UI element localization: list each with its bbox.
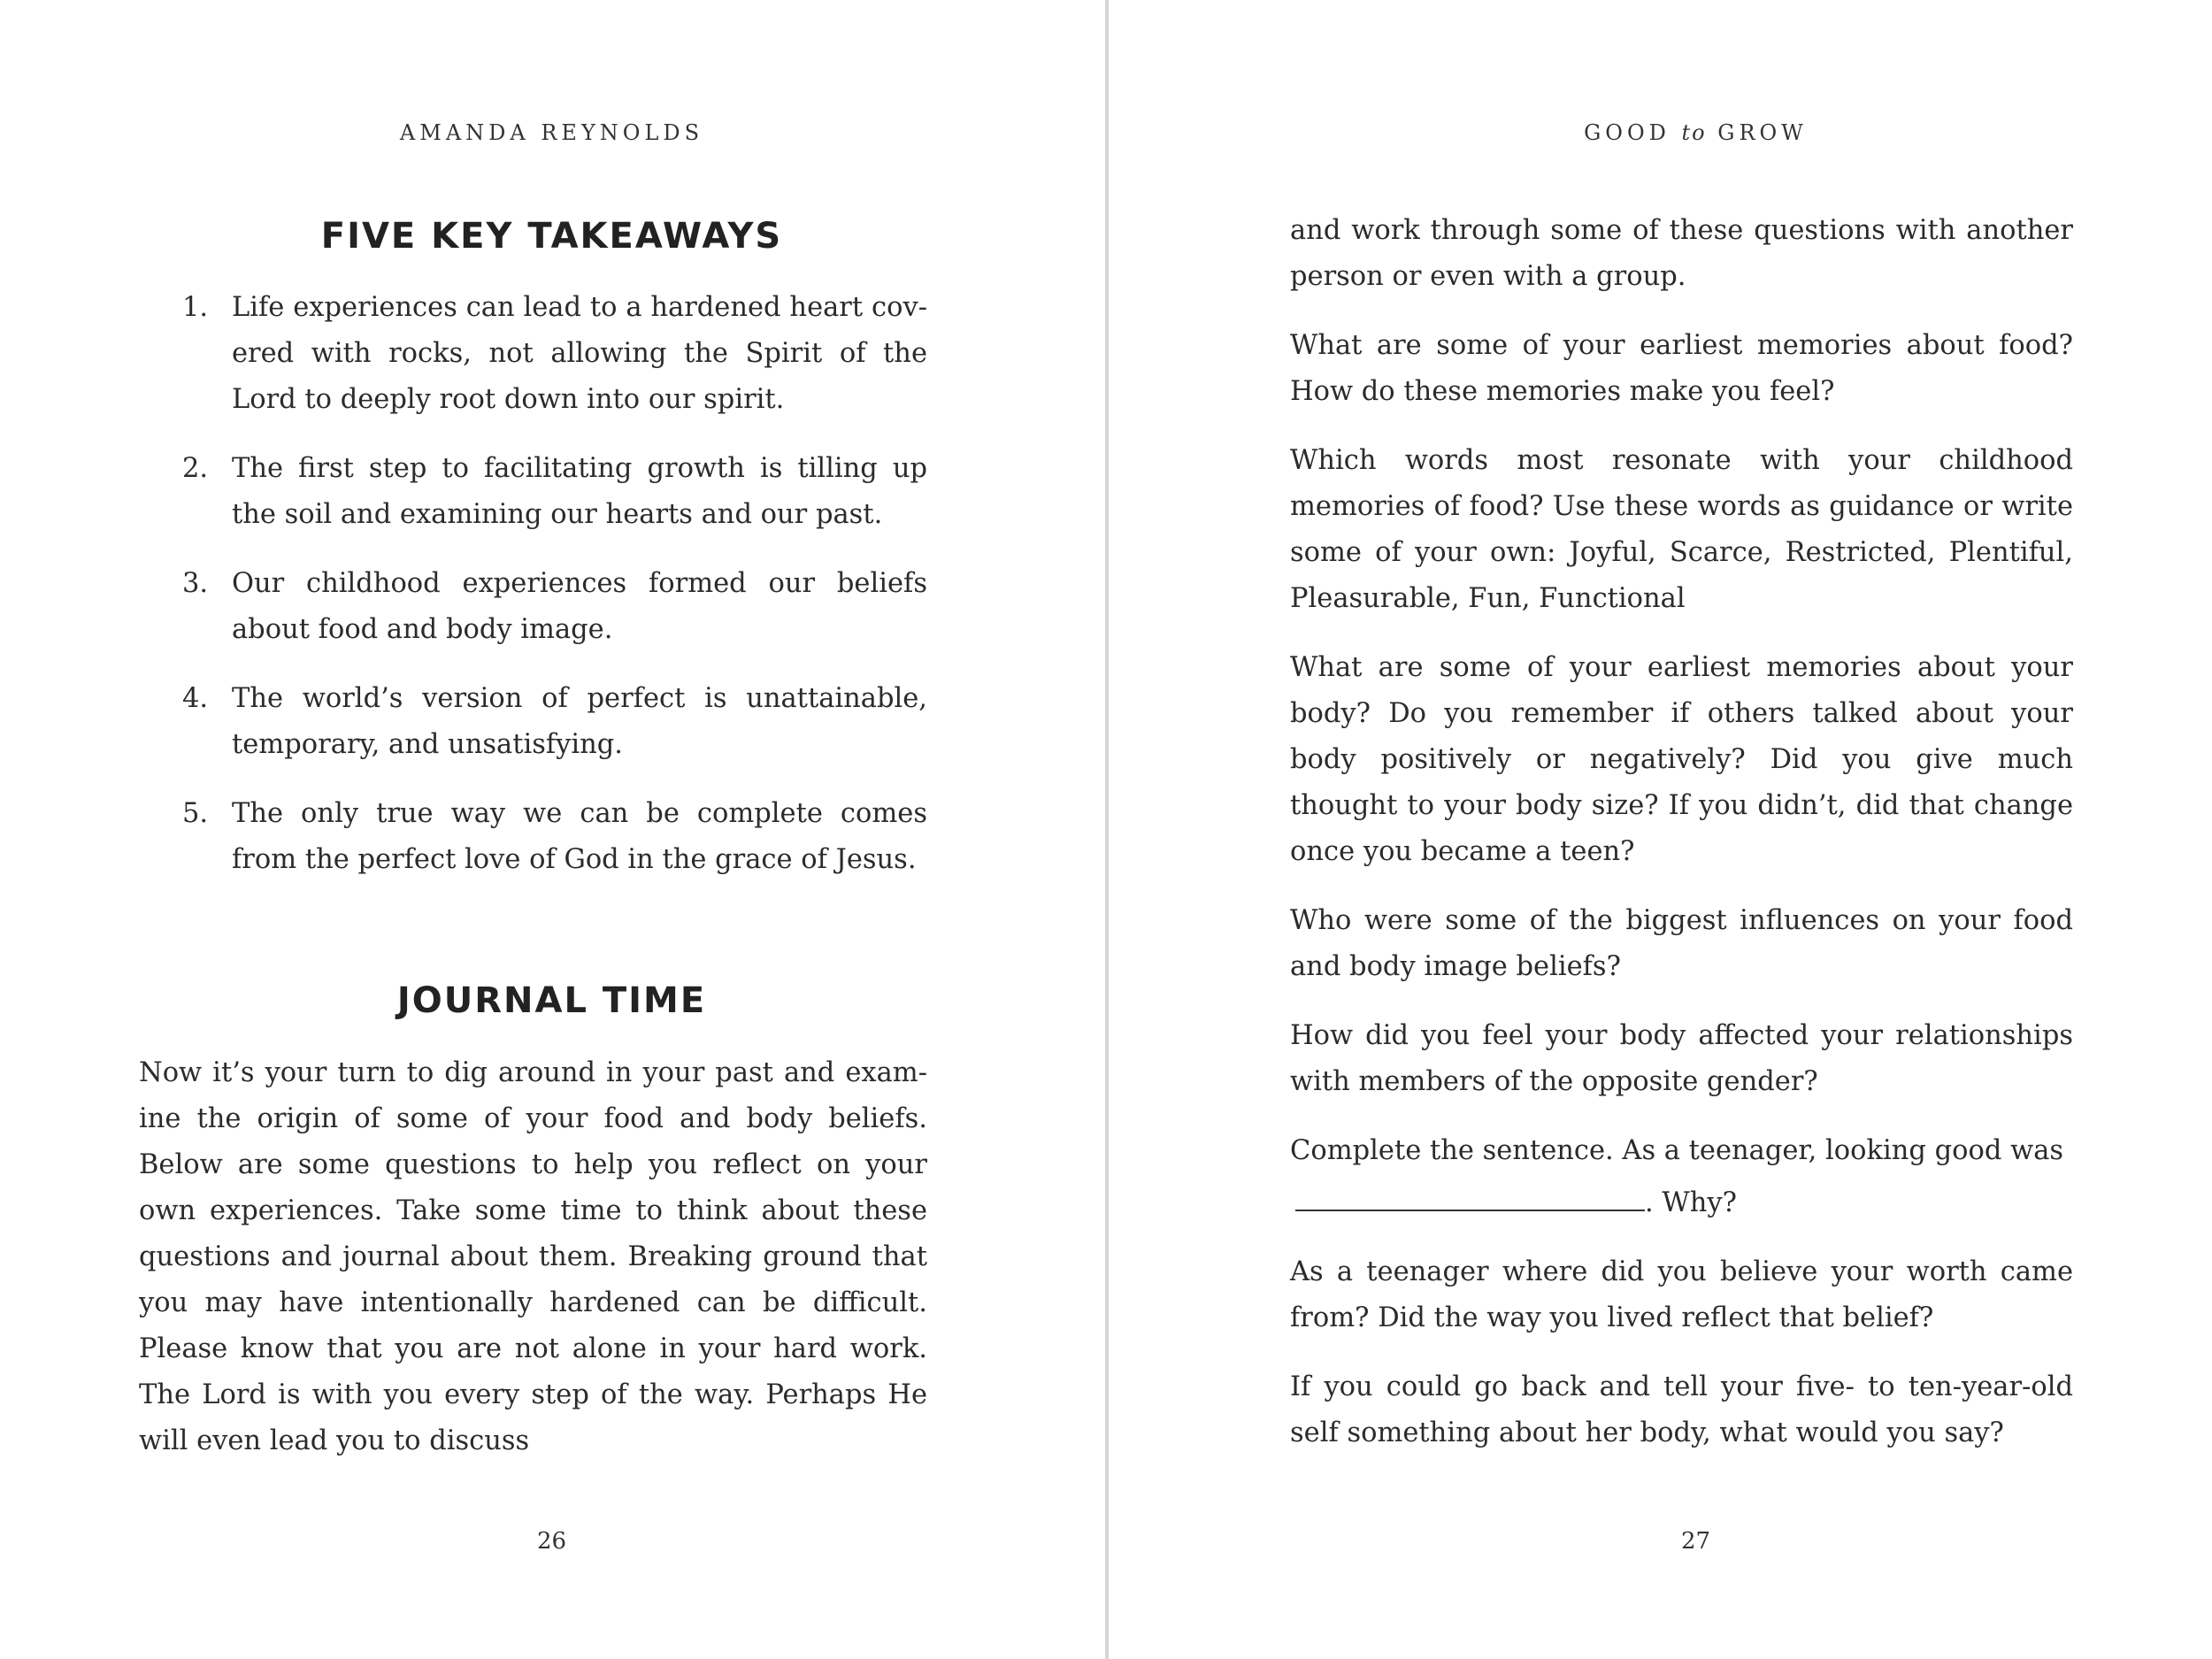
takeaway-number: 1. xyxy=(182,292,209,323)
takeaway-text: Life experiences can lead to a hardened heart covered with rocks, not allowing the Spirit of the Lord to deeply root down into our spirit. xyxy=(232,292,927,415)
left-page xyxy=(0,0,1105,1659)
journal-question: Who were some of the biggest influences on your food and body image beliefs? xyxy=(1290,905,2073,982)
journal-question: What are some of your earliest memories about food? How do these memories make you feel? xyxy=(1290,330,2073,407)
journal-questions xyxy=(1290,208,2073,1479)
takeaways-list xyxy=(177,285,927,906)
journal-question: Which words most resonate with your childhood memories of food? Use these words as guidance or write some of your own: Joyful, Scarce, Restricted, Plentiful, Pleasurable, Fun, Functional xyxy=(1290,445,2073,614)
takeaway-number: 2. xyxy=(182,453,209,484)
journal-question-fill-in xyxy=(1290,1128,2073,1226)
takeaway-item xyxy=(177,285,927,423)
journal-question: As a teenager where did you believe your worth came from? Did the way you lived reflect that belief? xyxy=(1290,1256,2073,1333)
page-number: 27 xyxy=(1680,1528,1711,1555)
journal-paragraph: and work through some of these questions with another person or even with a group. xyxy=(1290,215,2073,292)
takeaway-text: The only true way we can be complete comes from the perfect love of God in the grace of Jesus. xyxy=(232,798,927,875)
journal-question: How did you feel your body affected your relationships with members of the opposite gender? xyxy=(1290,1020,2073,1097)
running-head-word: GROW xyxy=(1717,120,1808,145)
takeaway-item xyxy=(177,791,927,883)
takeaway-text: Our childhood experiences formed our beliefs about food and body image. xyxy=(232,568,927,645)
takeaway-text: The world’s version of perfect is unattainable, temporary, and unsatisfying. xyxy=(232,683,927,760)
journal-intro-paragraph: Now it’s your turn to dig around in your past and examine the origin of some of your food and body beliefs. Below are some questions to help you reflect on your own experiences. Take some time to think about these questions and journal about them. Breaking ground that you may have intentionally hardened can be difficult. Please know that you are not alone in your hard work. The Lord is with you every step of the way. Perhaps He will even lead you to discuss xyxy=(139,1057,927,1456)
right-page xyxy=(1109,0,2212,1659)
journal-question: What are some of your earliest memories about your body? Do you remember if others talked about your body positively or negatively? Did you give much thought to your body size? If you didn’t, did that change once you became a teen? xyxy=(1290,652,2073,867)
takeaways-heading: FIVE KEY TAKEAWAYS xyxy=(320,216,783,257)
takeaway-item xyxy=(177,446,927,538)
journal-heading: JOURNAL TIME xyxy=(396,980,707,1021)
running-head-word: to xyxy=(1681,120,1707,145)
takeaway-text: The first step to facilitating growth is tilling up the soil and examining our hearts and our past. xyxy=(232,453,927,530)
page-number: 26 xyxy=(536,1528,567,1555)
running-head-author: AMANDA REYNOLDS xyxy=(399,120,704,145)
fill-in-blank-line xyxy=(1295,1174,1645,1211)
fill-in-prompt: Complete the sentence. As a teenager, looking good was xyxy=(1290,1135,2064,1166)
running-head-word: GOOD xyxy=(1584,120,1671,145)
takeaway-number: 3. xyxy=(182,568,209,599)
takeaway-number: 5. xyxy=(182,798,209,829)
takeaway-item xyxy=(177,676,927,768)
running-head-title xyxy=(1179,120,2212,145)
journal-question: If you could go back and tell your five- to ten-year-old self something about her body, what would you say? xyxy=(1290,1371,2073,1448)
fill-in-suffix: . Why? xyxy=(1645,1187,1737,1218)
takeaway-item xyxy=(177,561,927,653)
takeaway-number: 4. xyxy=(182,683,209,714)
